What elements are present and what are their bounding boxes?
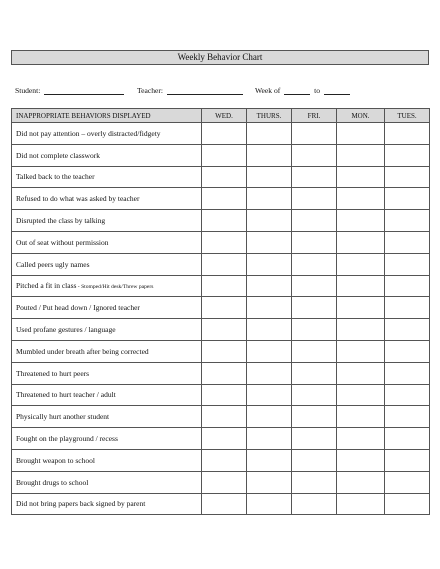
mark-cell-fri[interactable]	[292, 406, 337, 428]
mark-cell-mon[interactable]	[337, 275, 385, 297]
mark-cell-thurs[interactable]	[247, 340, 292, 362]
mark-cell-thurs[interactable]	[247, 231, 292, 253]
behavior-cell	[12, 362, 202, 384]
teacher-label: Teacher:	[137, 86, 164, 95]
table-row	[12, 449, 430, 471]
table-row	[12, 210, 430, 232]
mark-cell-mon[interactable]	[337, 231, 385, 253]
behavior-text: Refused to do what was asked by teacher	[16, 194, 140, 204]
table-row	[12, 340, 430, 362]
mark-cell-tues[interactable]	[385, 275, 430, 297]
mark-cell-wed[interactable]	[202, 231, 247, 253]
behavior-text: Physically hurt another student	[16, 412, 110, 422]
mark-cell-fri[interactable]	[292, 384, 337, 406]
mark-cell-tues[interactable]	[385, 253, 430, 275]
mark-cell-fri[interactable]	[292, 362, 337, 384]
mark-cell-wed[interactable]	[202, 340, 247, 362]
table-row	[12, 166, 430, 188]
table-row	[12, 144, 430, 166]
mark-cell-tues[interactable]	[385, 384, 430, 406]
behavior-text: Used profane gestures / language	[16, 325, 116, 335]
behavior-cell	[12, 428, 202, 450]
mark-cell-fri[interactable]	[292, 166, 337, 188]
mark-cell-tues[interactable]	[385, 166, 430, 188]
mark-cell-fri[interactable]	[292, 253, 337, 275]
mark-cell-tues[interactable]	[385, 428, 430, 450]
info-line	[15, 86, 415, 98]
mark-cell-tues[interactable]	[385, 362, 430, 384]
behavior-cell	[12, 319, 202, 341]
mark-cell-fri[interactable]	[292, 471, 337, 493]
mark-cell-fri[interactable]	[292, 231, 337, 253]
mark-cell-thurs[interactable]	[247, 297, 292, 319]
mark-cell-tues[interactable]	[385, 449, 430, 471]
table-row	[12, 384, 430, 406]
mark-cell-tues[interactable]	[385, 188, 430, 210]
mark-cell-fri[interactable]	[292, 340, 337, 362]
table-row	[12, 123, 430, 145]
mark-cell-thurs[interactable]	[247, 362, 292, 384]
mark-cell-mon[interactable]	[337, 188, 385, 210]
mark-cell-fri[interactable]	[292, 144, 337, 166]
table-row	[12, 362, 430, 384]
mark-cell-mon[interactable]	[337, 362, 385, 384]
mark-cell-wed[interactable]	[202, 471, 247, 493]
behavior-cell	[12, 253, 202, 275]
behavior-cell	[12, 123, 202, 145]
table-row	[12, 253, 430, 275]
mark-cell-tues[interactable]	[385, 144, 430, 166]
mark-cell-thurs[interactable]	[247, 253, 292, 275]
behavior-cell	[12, 340, 202, 362]
mark-cell-thurs[interactable]	[247, 384, 292, 406]
mark-cell-mon[interactable]	[337, 406, 385, 428]
behavior-cell	[12, 231, 202, 253]
behavior-text: Threatened to hurt peers	[16, 368, 90, 378]
behavior-cell	[12, 144, 202, 166]
mark-cell-mon[interactable]	[337, 210, 385, 232]
behavior-text: Did not bring papers back signed by parent	[16, 499, 146, 509]
mark-cell-mon[interactable]	[337, 297, 385, 319]
behavior-text: Talked back to the teacher	[16, 172, 95, 182]
mark-cell-thurs[interactable]	[247, 210, 292, 232]
mark-cell-fri[interactable]	[292, 449, 337, 471]
behavior-text: Threatened to hurt teacher / adult	[16, 390, 116, 400]
week-start-field[interactable]	[284, 86, 310, 95]
mark-cell-wed[interactable]	[202, 449, 247, 471]
behavior-cell	[12, 297, 202, 319]
behavior-table	[11, 108, 430, 515]
table-header-row	[12, 109, 430, 123]
table-row	[12, 428, 430, 450]
to-label: to	[314, 86, 321, 95]
behavior-text: Out of seat without permission	[16, 237, 109, 247]
behavior-text: Did not pay attention – overly distracted/fidgety	[16, 128, 161, 138]
behavior-cell	[12, 188, 202, 210]
mark-cell-fri[interactable]	[292, 210, 337, 232]
behavior-note: - Stomped/Hit desk/Threw papers	[76, 284, 154, 291]
behavior-text: Brought weapon to school	[16, 455, 95, 465]
mark-cell-mon[interactable]	[337, 449, 385, 471]
mark-cell-thurs[interactable]	[247, 123, 292, 145]
table-row	[12, 471, 430, 493]
mark-cell-mon[interactable]	[337, 384, 385, 406]
mark-cell-tues[interactable]	[385, 123, 430, 145]
mark-cell-mon[interactable]	[337, 144, 385, 166]
table-row	[12, 297, 430, 319]
mark-cell-fri[interactable]	[292, 297, 337, 319]
day-header-wed: WED.	[202, 109, 247, 123]
behavior-text: Pitched a fit in class	[16, 281, 77, 291]
mark-cell-tues[interactable]	[385, 406, 430, 428]
week-of-label: Week of	[255, 86, 281, 95]
mark-cell-thurs[interactable]	[247, 275, 292, 297]
mark-cell-mon[interactable]	[337, 428, 385, 450]
behavior-text: Called peers ugly names	[16, 259, 90, 269]
teacher-name-field[interactable]	[167, 86, 243, 95]
mark-cell-thurs[interactable]	[247, 406, 292, 428]
day-header-fri: FRI.	[292, 109, 337, 123]
mark-cell-thurs[interactable]	[247, 188, 292, 210]
mark-cell-fri[interactable]	[292, 319, 337, 341]
mark-cell-tues[interactable]	[385, 231, 430, 253]
mark-cell-thurs[interactable]	[247, 166, 292, 188]
mark-cell-wed[interactable]	[202, 362, 247, 384]
table-row	[12, 188, 430, 210]
table-row	[12, 319, 430, 341]
mark-cell-thurs[interactable]	[247, 428, 292, 450]
behavior-cell	[12, 384, 202, 406]
table-row	[12, 231, 430, 253]
mark-cell-mon[interactable]	[337, 123, 385, 145]
mark-cell-wed[interactable]	[202, 188, 247, 210]
behavior-text: Mumbled under breath after being corrected	[16, 346, 149, 356]
behavior-cell	[12, 449, 202, 471]
mark-cell-thurs[interactable]	[247, 449, 292, 471]
mark-cell-wed[interactable]	[202, 253, 247, 275]
behavior-cell	[12, 210, 202, 232]
mark-cell-thurs[interactable]	[247, 471, 292, 493]
mark-cell-wed[interactable]	[202, 428, 247, 450]
mark-cell-wed[interactable]	[202, 297, 247, 319]
mark-cell-mon[interactable]	[337, 319, 385, 341]
table-row	[12, 493, 430, 515]
student-label: Student:	[15, 86, 41, 95]
mark-cell-mon[interactable]	[337, 493, 385, 515]
chart-title: Weekly Behavior Chart	[11, 50, 429, 65]
mark-cell-wed[interactable]	[202, 275, 247, 297]
mark-cell-wed[interactable]	[202, 406, 247, 428]
mark-cell-tues[interactable]	[385, 340, 430, 362]
mark-cell-wed[interactable]	[202, 166, 247, 188]
table-row	[12, 275, 430, 297]
mark-cell-mon[interactable]	[337, 166, 385, 188]
mark-cell-tues[interactable]	[385, 319, 430, 341]
mark-cell-wed[interactable]	[202, 123, 247, 145]
behavior-column-header: INAPPROPRIATE BEHAVIORS DISPLAYED	[12, 109, 202, 123]
mark-cell-thurs[interactable]	[247, 144, 292, 166]
behavior-cell	[12, 166, 202, 188]
mark-cell-mon[interactable]	[337, 340, 385, 362]
mark-cell-tues[interactable]	[385, 493, 430, 515]
day-header-thurs: THURS.	[247, 109, 292, 123]
mark-cell-wed[interactable]	[202, 210, 247, 232]
mark-cell-wed[interactable]	[202, 384, 247, 406]
mark-cell-thurs[interactable]	[247, 319, 292, 341]
table-row	[12, 406, 430, 428]
behavior-text: Did not complete classwork	[16, 150, 100, 160]
mark-cell-wed[interactable]	[202, 319, 247, 341]
mark-cell-mon[interactable]	[337, 253, 385, 275]
behavior-text: Pouted / Put head down / Ignored teacher	[16, 303, 140, 313]
behavior-cell	[12, 471, 202, 493]
mark-cell-fri[interactable]	[292, 123, 337, 145]
mark-cell-fri[interactable]	[292, 428, 337, 450]
behavior-cell	[12, 275, 202, 297]
mark-cell-mon[interactable]	[337, 471, 385, 493]
mark-cell-wed[interactable]	[202, 144, 247, 166]
mark-cell-fri[interactable]	[292, 188, 337, 210]
week-end-field[interactable]	[324, 86, 350, 95]
mark-cell-thurs[interactable]	[247, 493, 292, 515]
mark-cell-fri[interactable]	[292, 493, 337, 515]
day-header-tues: TUES.	[385, 109, 430, 123]
day-header-mon: MON.	[337, 109, 385, 123]
behavior-text: Disrupted the class by talking	[16, 216, 106, 226]
behavior-text: Brought drugs to school	[16, 477, 89, 487]
mark-cell-tues[interactable]	[385, 210, 430, 232]
behavior-text: Fought on the playground / recess	[16, 434, 118, 444]
mark-cell-tues[interactable]	[385, 471, 430, 493]
mark-cell-tues[interactable]	[385, 297, 430, 319]
student-name-field[interactable]	[44, 86, 124, 95]
mark-cell-wed[interactable]	[202, 493, 247, 515]
mark-cell-fri[interactable]	[292, 275, 337, 297]
behavior-cell	[12, 406, 202, 428]
behavior-cell	[12, 493, 202, 515]
